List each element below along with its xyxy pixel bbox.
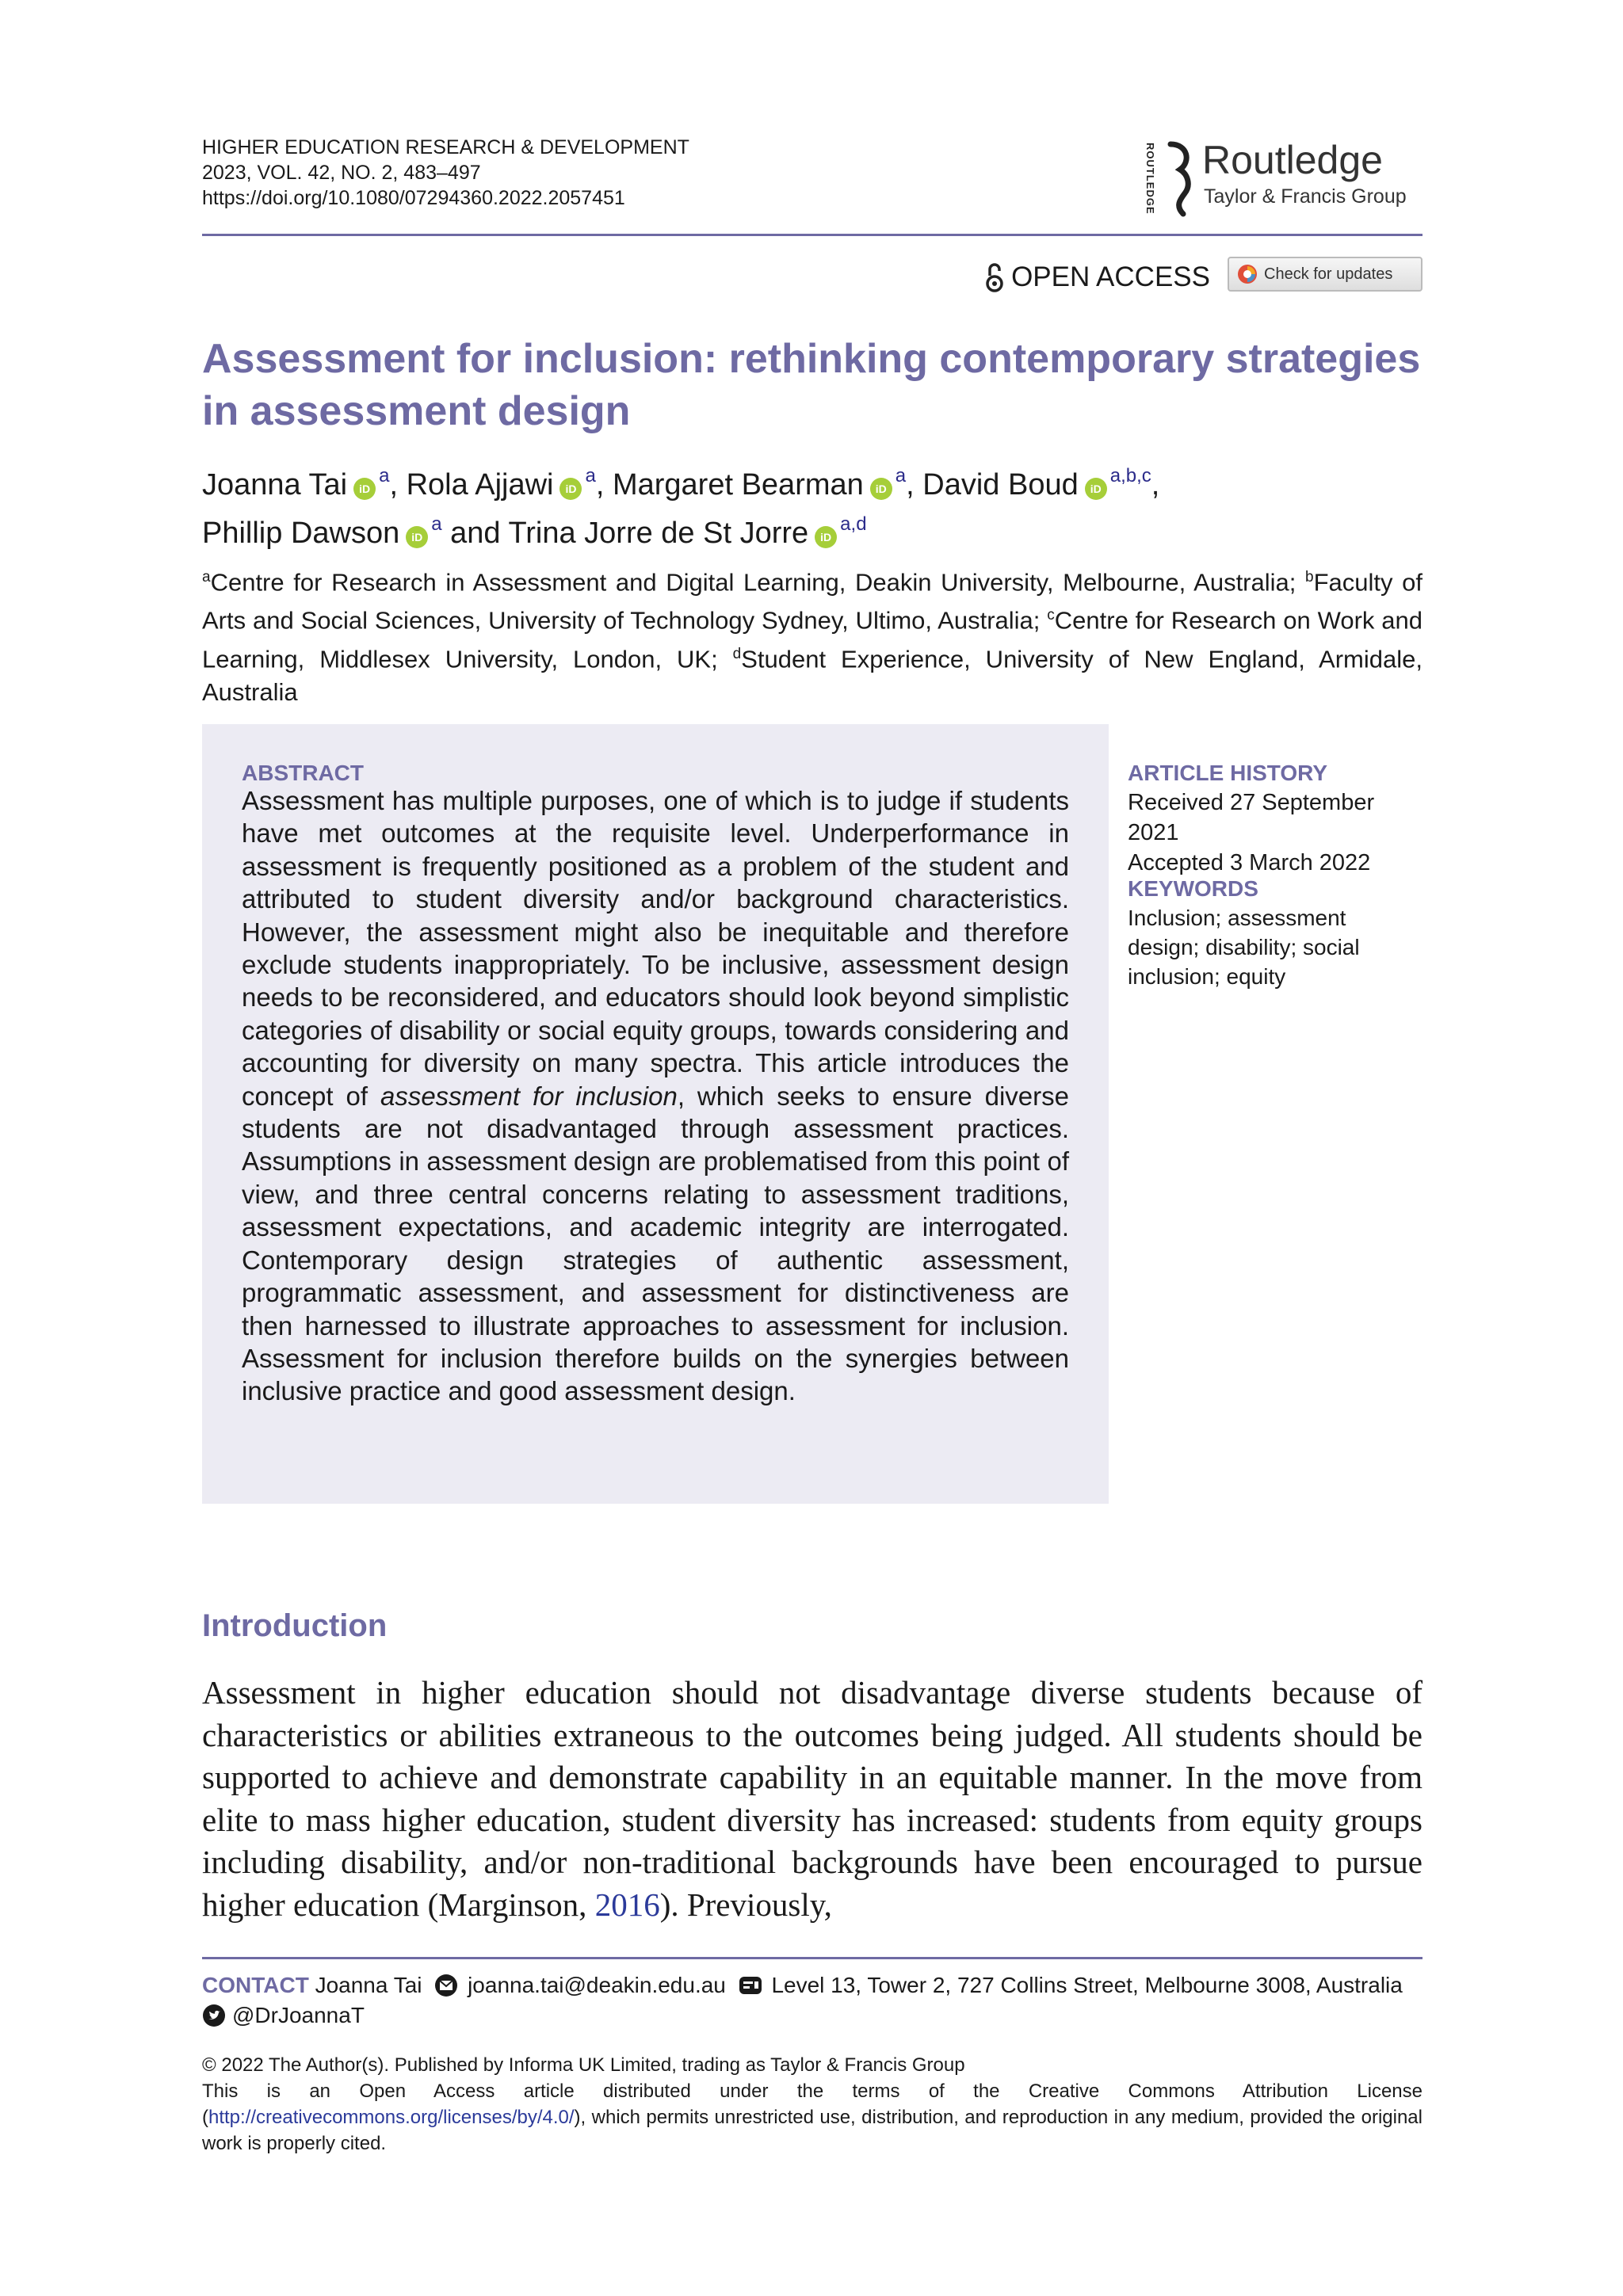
check-updates-label: Check for updates bbox=[1264, 265, 1393, 283]
author-list bbox=[202, 456, 1423, 553]
affiliations bbox=[202, 561, 1423, 709]
orcid-icon[interactable]: iD bbox=[353, 478, 376, 500]
email-icon bbox=[434, 1974, 458, 1997]
logo-sub: Taylor & Francis Group bbox=[1204, 185, 1407, 208]
author-affiliation: a,d bbox=[840, 513, 867, 535]
affiliation-marker: a bbox=[202, 569, 211, 585]
author-name[interactable]: Rola Ajjawi bbox=[406, 468, 554, 502]
contact-name: Joanna Tai bbox=[315, 1973, 422, 1997]
abstract-heading: ABSTRACT bbox=[242, 761, 364, 785]
orcid-icon[interactable]: iD bbox=[870, 478, 892, 500]
check-updates-button[interactable] bbox=[1228, 257, 1423, 292]
author-separator: , bbox=[1151, 468, 1160, 502]
license-url[interactable]: http://creativecommons.org/licenses/by/4.0/ bbox=[208, 2107, 575, 2128]
twitter-line bbox=[202, 2003, 365, 2028]
doi-link[interactable]: https://doi.org/10.1080/07294360.2022.2057451 bbox=[202, 187, 625, 209]
orcid-icon[interactable]: iD bbox=[815, 526, 837, 548]
license-text-part: This is an Open Access article distributed under the terms of the Creative Commons Attribution License ( bbox=[202, 2081, 1423, 2128]
introduction-text bbox=[202, 1672, 1423, 1927]
author-affiliation: a bbox=[585, 465, 596, 486]
author-name[interactable]: Trina Jorre de St Jorre bbox=[508, 517, 809, 550]
orcid-icon[interactable]: iD bbox=[1085, 478, 1107, 500]
section-heading: Introduction bbox=[202, 1608, 388, 1643]
keywords bbox=[1128, 875, 1397, 991]
check-updates-icon bbox=[1237, 264, 1258, 284]
author-separator: and bbox=[450, 517, 501, 550]
accepted-date: Accepted 3 March 2022 bbox=[1128, 850, 1371, 875]
journal-meta bbox=[202, 135, 689, 211]
affiliation-marker: d bbox=[732, 645, 742, 662]
address-icon bbox=[739, 1974, 762, 1997]
author-separator: , bbox=[389, 468, 399, 502]
author-name[interactable]: Margaret Bearman bbox=[612, 468, 864, 502]
keywords-heading: KEYWORDS bbox=[1128, 876, 1258, 901]
routledge-logo-icon bbox=[1164, 141, 1196, 217]
affiliation-text: Student Experience, University of New England, Armidale, Australia bbox=[202, 644, 1423, 706]
intro-text-part: ). Previously, bbox=[659, 1886, 832, 1923]
citation-link[interactable]: 2016 bbox=[594, 1886, 660, 1923]
volume-line: 2023, VOL. 42, NO. 2, 483–497 bbox=[202, 162, 481, 184]
author-affiliation: a bbox=[379, 465, 390, 486]
license-text-part: ), which permits unrestricted use, distribution, and reproduction in any medium, provided the original work is properly cited. bbox=[202, 2107, 1423, 2154]
affiliation-text: Centre for Research on Work and Learning, Middlesex University, London, UK; bbox=[202, 606, 1423, 673]
abstract-box bbox=[202, 724, 1109, 1504]
contact-email[interactable]: joanna.tai@deakin.edu.au bbox=[468, 1973, 726, 1997]
contact-twitter[interactable]: @DrJoannaT bbox=[232, 2003, 365, 2027]
article-history-heading: ARTICLE HISTORY bbox=[1128, 761, 1328, 785]
author-separator: , bbox=[906, 468, 915, 502]
logo-side bbox=[1137, 143, 1161, 215]
affiliation-text: Faculty of Arts and Social Sciences, University of Technology Sydney, Ultimo, Australia; bbox=[202, 568, 1423, 635]
abstract-text-part: Assessment has multiple purposes, one of which is to judge if students have met outcomes at the requisite level. Underperformance in assessment is frequently positioned as a problem of the student and attributed to student diversity and/or background characteristics. However, the assessment might also be inequitable and therefore exclude students inappropriately. To be inclusive, assessment design needs to be reconsidered, and educators should look beyond simplistic categories of disability or social equity groups, towards considering and accounting for diversity on many spectra. This article introduces the concept of bbox=[242, 786, 1069, 1111]
affiliation-text: Centre for Research in Assessment and Digital Learning, Deakin University, Melbourne, Australia; bbox=[210, 568, 1306, 597]
intro-text-part: Assessment in higher education should not disadvantage diverse students because of characteristics or abilities extraneous to the outcomes being judged. All students should be supported to achieve and demonstrate capability in an equitable manner. In the move from elite to mass higher education, student diversity has increased: students from equity groups including disability, and/or non-traditional backgrounds have been encouraged to pursue higher education (Marginson, bbox=[202, 1674, 1423, 1923]
open-access-label: OPEN ACCESS bbox=[1011, 261, 1210, 292]
affiliation-marker: b bbox=[1305, 569, 1314, 585]
contact-label: CONTACT bbox=[202, 1973, 309, 1997]
contact-line bbox=[202, 1971, 1423, 2000]
author-affiliation: a bbox=[895, 465, 907, 486]
author-separator: , bbox=[595, 468, 605, 502]
license-text bbox=[202, 2078, 1423, 2157]
article-page bbox=[202, 0, 1423, 2296]
received-date: Received 27 September 2021 bbox=[1128, 790, 1375, 845]
logo-name: Routledge bbox=[1202, 138, 1383, 182]
author-name[interactable]: David Boud bbox=[922, 468, 1079, 502]
abstract-text bbox=[242, 784, 1069, 1408]
copyright-line: © 2022 The Author(s). Published by Informa UK Limited, trading as Taylor & Francis Group bbox=[202, 2054, 965, 2076]
author-affiliation: a bbox=[431, 513, 442, 535]
author-name[interactable]: Phillip Dawson bbox=[202, 517, 400, 550]
author-name[interactable]: Joanna Tai bbox=[202, 468, 348, 502]
author-affiliation: a,b,c bbox=[1109, 465, 1151, 486]
orcid-icon[interactable]: iD bbox=[559, 478, 582, 500]
affiliation-marker: c bbox=[1047, 607, 1055, 624]
open-access-icon bbox=[984, 261, 1005, 293]
article-history bbox=[1128, 759, 1423, 878]
keywords-text: Inclusion; assessment design; disability; social inclusion; equity bbox=[1128, 906, 1360, 989]
publisher-logo bbox=[1137, 136, 1423, 215]
twitter-icon bbox=[202, 2004, 226, 2027]
logo-side-text: ROUTLEDGE bbox=[1144, 143, 1156, 215]
open-access-badge bbox=[984, 261, 1210, 293]
journal-name: HIGHER EDUCATION RESEARCH & DEVELOPMENT bbox=[202, 136, 689, 158]
footer-rule bbox=[202, 1957, 1423, 1959]
header-rule bbox=[202, 234, 1423, 236]
contact-address: Level 13, Tower 2, 727 Collins Street, Melbourne 3008, Australia bbox=[771, 1973, 1403, 1997]
abstract-italic-term: assessment for inclusion bbox=[380, 1081, 678, 1111]
article-title: Assessment for inclusion: rethinking contemporary strategies in assessment design bbox=[202, 336, 1421, 434]
abstract-text-part: , which seeks to ensure diverse students are not disadvantaged through assessment practices. Assumptions in assessment design are problematised from this point of view, and three central concerns relating to assessment traditions, assessment expectations, and academic integrity are interrogated. Contemporary design strategies of authentic assessment, programmatic assessment, and assessment for distinctiveness are then harnessed to illustrate approaches to assessment for inclusion. Assessment for inclusion therefore builds on the synergies between inclusive practice and good assessment design. bbox=[242, 1081, 1069, 1406]
orcid-icon[interactable]: iD bbox=[406, 526, 428, 548]
